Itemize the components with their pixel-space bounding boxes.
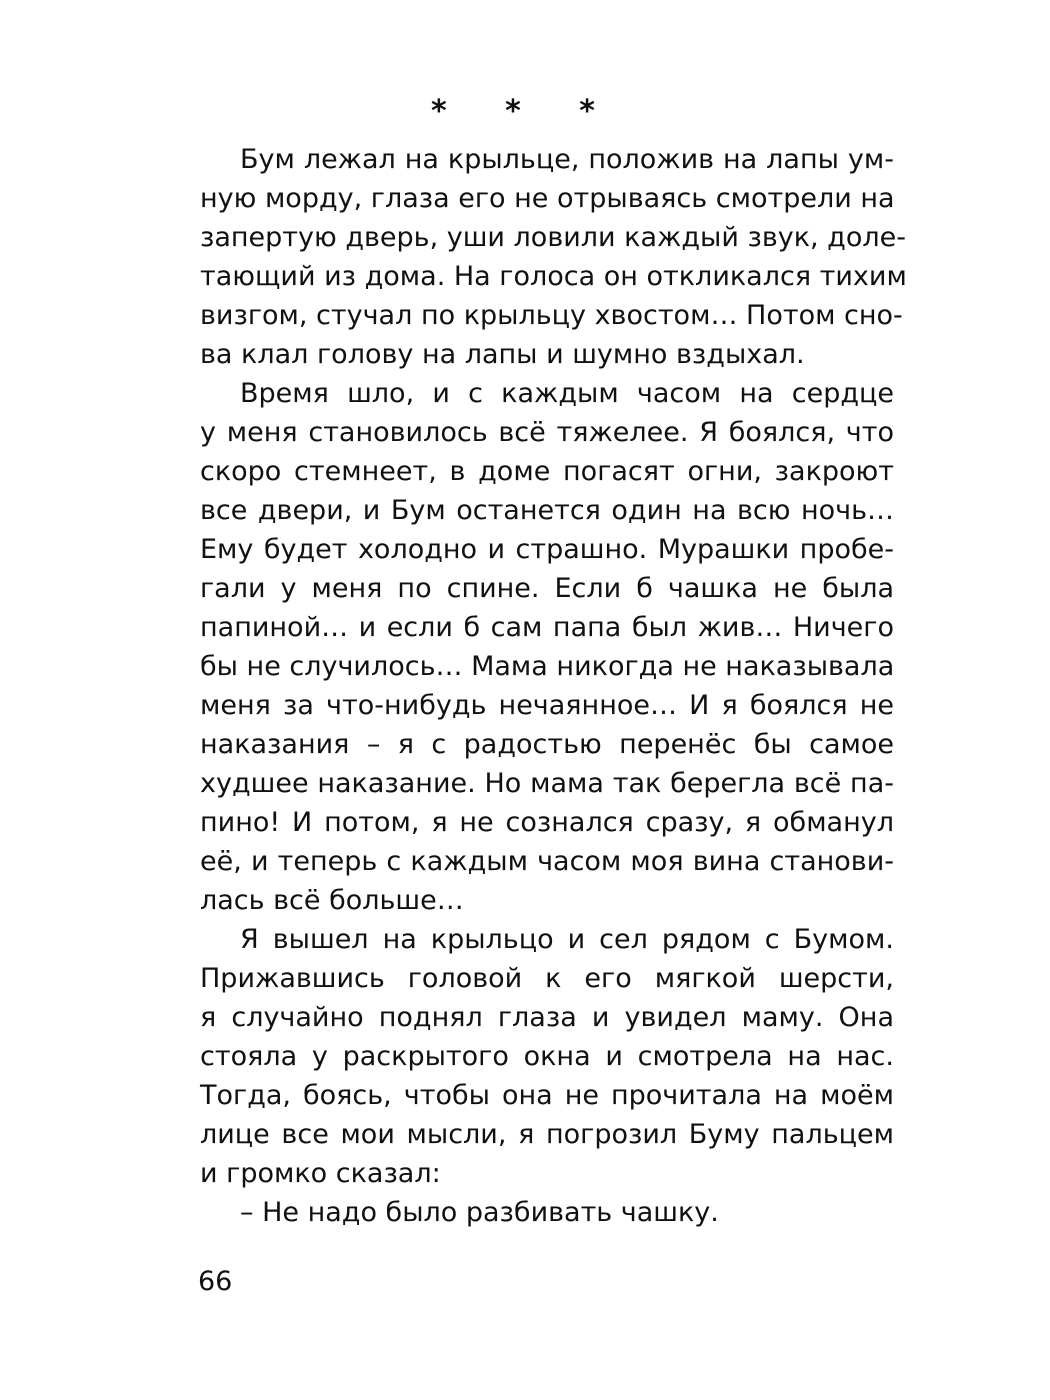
- text-line: и громко сказал:: [200, 1158, 441, 1189]
- text-line: я случайно поднял глаза и увидел маму. Она: [200, 1002, 894, 1033]
- text-line: худшее наказание. Но мама так берегла всё па-: [200, 768, 894, 799]
- text-line: Прижавшись головой к его мягкой шерсти,: [200, 963, 894, 994]
- text-line: Бум лежал на крыльце, положив на лапы ум-: [240, 144, 894, 175]
- text-line: запертую дверь, уши ловили каждый звук, доле-: [200, 222, 906, 253]
- text-line: Ему будет холодно и страшно. Мурашки пробе-: [200, 534, 894, 565]
- paragraph: [200, 374, 894, 920]
- text-line: Я вышел на крыльцо и сел рядом с Бумом.: [240, 924, 894, 955]
- text-line: – Не надо было разбивать чашку.: [240, 1197, 719, 1228]
- text-line: у меня становилось всё тяжелее. Я боялся, что: [200, 417, 894, 448]
- text-line: меня за что-нибудь нечаянное… И я боялся не: [200, 690, 894, 721]
- text-line: все двери, и Бум останется один на всю ночь…: [200, 495, 894, 526]
- text-line: лась всё больше…: [200, 885, 464, 916]
- body-text: [200, 140, 907, 1232]
- text-line: стояла у раскрытого окна и смотрела на нас.: [200, 1041, 894, 1072]
- text-line: её, и теперь с каждым часом моя вина станови-: [200, 846, 894, 877]
- text-line: Тогда, боясь, чтобы она не прочитала на моём: [200, 1080, 894, 1111]
- text-line: гали у меня по спине. Если б чашка не была: [200, 573, 894, 604]
- text-line: Время шло, и с каждым часом на сердце: [240, 378, 894, 409]
- paragraph: [200, 920, 894, 1193]
- text-line: папиной… и если б сам папа был жив… Ничего: [200, 612, 894, 643]
- text-line: ную морду, глаза его не отрываясь смотрели на: [200, 183, 895, 214]
- text-line: тающий из дома. На голоса он откликался тихим: [200, 261, 907, 292]
- text-line: скоро стемнеет, в доме погасят огни, закроют: [200, 456, 894, 487]
- text-line: ва клал голову на лапы и шумно вздыхал.: [200, 339, 805, 370]
- page-number: 66: [198, 1266, 233, 1297]
- section-separator: * * *: [431, 94, 619, 129]
- paragraph: [200, 1193, 894, 1232]
- text-line: наказания – я с радостью перенёс бы самое: [200, 729, 894, 760]
- text-line: бы не случилось… Мама никогда не наказывала: [200, 651, 895, 682]
- paragraph: [200, 140, 907, 374]
- text-line: визгом, стучал по крыльцу хвостом… Потом сно-: [200, 300, 903, 331]
- text-line: пино! И потом, я не сознался сразу, я обманул: [200, 807, 894, 838]
- text-line: лице все мои мысли, я погрозил Буму пальцем: [200, 1119, 894, 1150]
